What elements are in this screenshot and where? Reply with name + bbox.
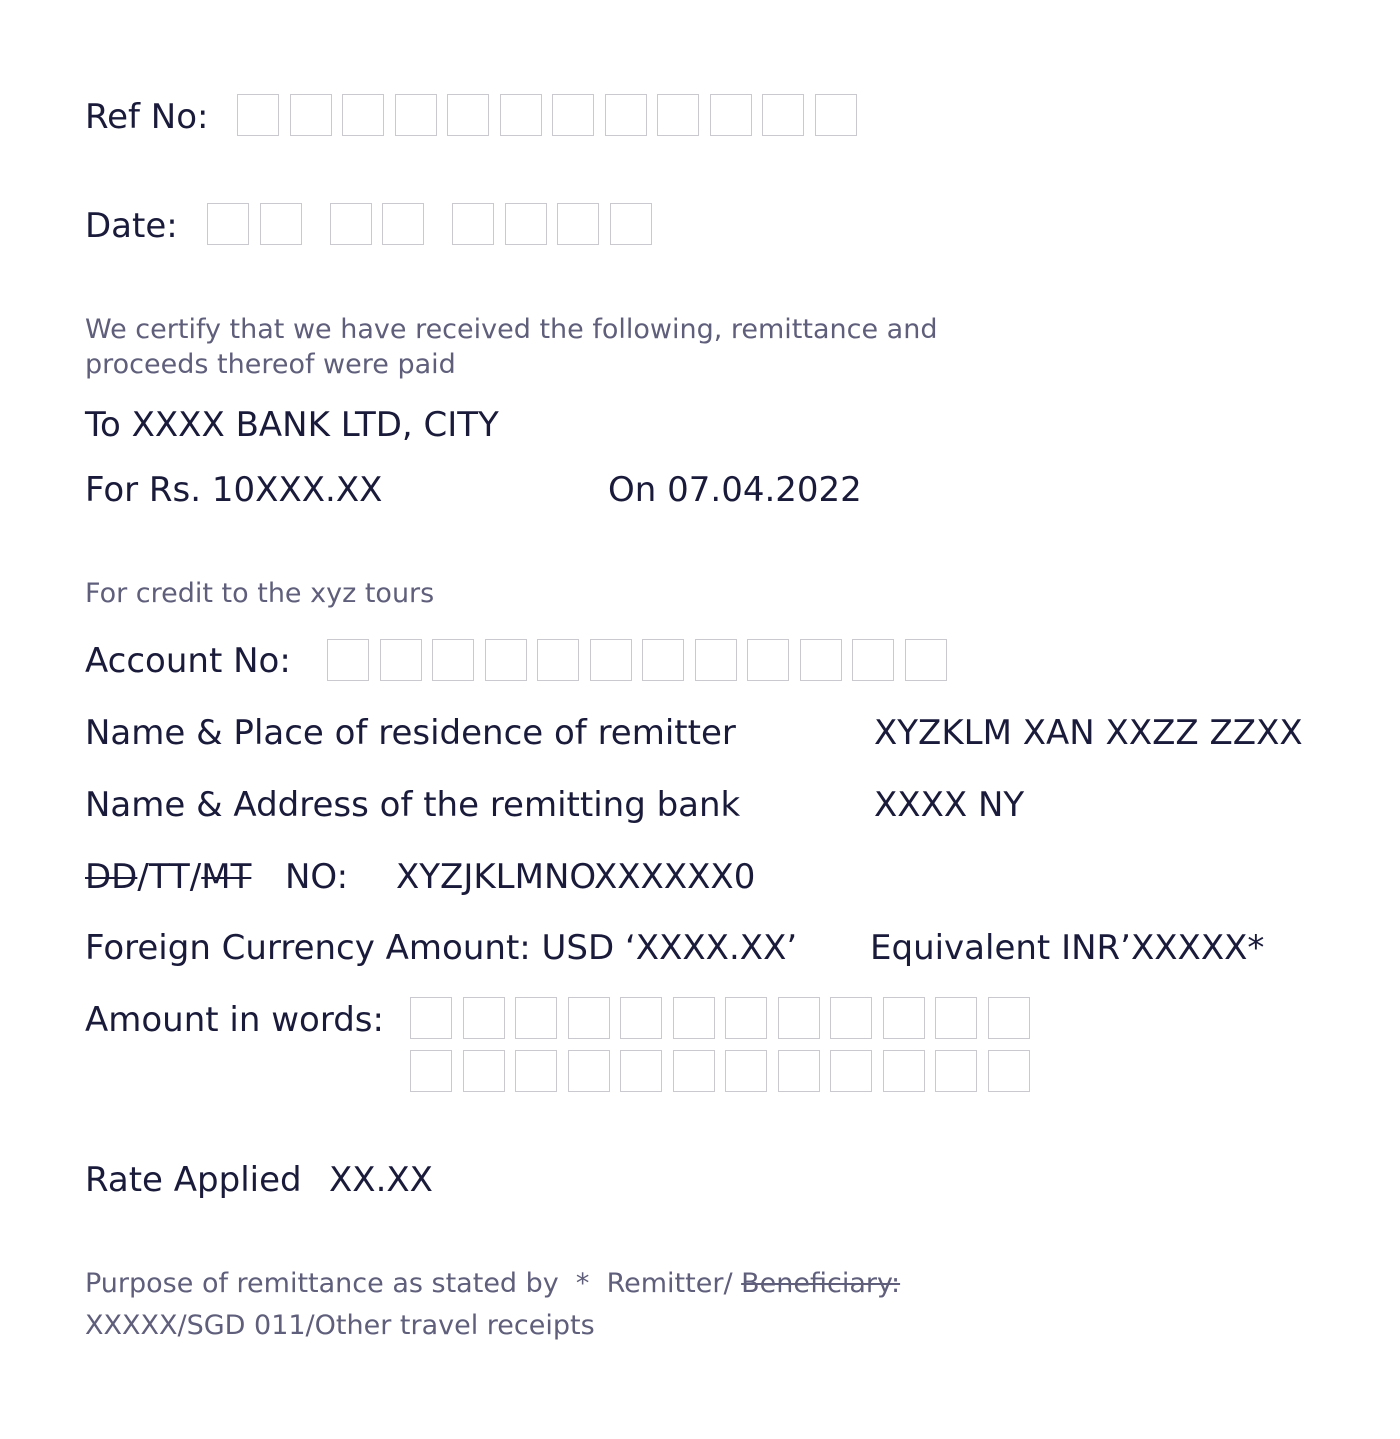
amount-in-words-box[interactable]	[568, 997, 610, 1039]
amount-in-words-box[interactable]	[830, 1050, 872, 1092]
account-no-boxes[interactable]	[327, 639, 947, 681]
amount-in-words-box[interactable]	[463, 997, 505, 1039]
equivalent-inr: Equivalent INR’XXXXX*	[870, 928, 1265, 968]
ref-no-box[interactable]	[500, 94, 542, 136]
account-no-box[interactable]	[747, 639, 789, 681]
amount-in-words-box[interactable]	[935, 1050, 977, 1092]
date-box[interactable]	[610, 203, 652, 245]
instrument-no-value: XYZJKLMNOXXXXXX0	[396, 857, 756, 897]
amount-in-words-box[interactable]	[830, 997, 872, 1039]
remitter-label: Name & Place of residence of remitter	[85, 713, 736, 753]
ref-no-label: Ref No:	[85, 97, 209, 137]
account-no-box[interactable]	[327, 639, 369, 681]
purpose-prefix: Purpose of remittance as stated by * Remitter/	[85, 1268, 742, 1299]
account-no-box[interactable]	[642, 639, 684, 681]
ref-no-box[interactable]	[815, 94, 857, 136]
account-no-box[interactable]	[537, 639, 579, 681]
amount-in-words-box[interactable]	[725, 1050, 767, 1092]
instrument-type	[85, 857, 251, 897]
amount-in-words-box[interactable]	[673, 997, 715, 1039]
amount-in-words-boxes-row1[interactable]	[410, 997, 1030, 1039]
purpose-line1	[85, 1266, 900, 1301]
ref-no-box[interactable]	[290, 94, 332, 136]
ref-no-box[interactable]	[762, 94, 804, 136]
account-no-box[interactable]	[800, 639, 842, 681]
amount-in-words-box[interactable]	[883, 1050, 925, 1092]
purpose-line2: XXXXX/SGD 011/Other travel receipts	[85, 1310, 595, 1341]
date-label: Date:	[85, 206, 178, 246]
ref-no-box[interactable]	[395, 94, 437, 136]
certify-text-line1: We certify that we have received the following, remittance and	[85, 314, 938, 345]
certify-text-line2: proceeds thereof were paid	[85, 349, 456, 380]
rate-applied-value: XX.XX	[329, 1160, 433, 1200]
date-box[interactable]	[505, 203, 547, 245]
remitting-bank-label: Name & Address of the remitting bank	[85, 785, 741, 825]
ref-no-boxes[interactable]	[237, 94, 857, 136]
amount-in-words-box[interactable]	[883, 997, 925, 1039]
account-no-box[interactable]	[485, 639, 527, 681]
amount-date: On 07.04.2022	[608, 470, 862, 510]
date-group-gap	[424, 203, 452, 245]
account-no-box[interactable]	[432, 639, 474, 681]
amount-in-words-box[interactable]	[935, 997, 977, 1039]
date-boxes[interactable]	[207, 203, 652, 245]
account-no-box[interactable]	[590, 639, 632, 681]
account-no-box[interactable]	[380, 639, 422, 681]
ref-no-box[interactable]	[605, 94, 647, 136]
date-box[interactable]	[557, 203, 599, 245]
date-box[interactable]	[207, 203, 249, 245]
instrument-no-label: NO:	[285, 857, 349, 897]
amount-in-words-box[interactable]	[988, 997, 1030, 1039]
amount-in-words-box[interactable]	[778, 1050, 820, 1092]
amount-in-words-box[interactable]	[778, 997, 820, 1039]
account-no-box[interactable]	[905, 639, 947, 681]
amount-rs: For Rs. 10XXX.XX	[85, 470, 383, 510]
date-group-gap	[302, 203, 330, 245]
amount-in-words-box[interactable]	[568, 1050, 610, 1092]
amount-in-words-box[interactable]	[620, 997, 662, 1039]
credit-line: For credit to the xyz tours	[85, 578, 435, 609]
rate-applied-label: Rate Applied	[85, 1160, 302, 1200]
amount-in-words-box[interactable]	[515, 997, 557, 1039]
account-no-box[interactable]	[695, 639, 737, 681]
amount-in-words-label: Amount in words:	[85, 1000, 384, 1040]
date-box[interactable]	[382, 203, 424, 245]
ref-no-box[interactable]	[342, 94, 384, 136]
account-no-box[interactable]	[852, 639, 894, 681]
amount-in-words-box[interactable]	[515, 1050, 557, 1092]
amount-in-words-box[interactable]	[620, 1050, 662, 1092]
amount-in-words-box[interactable]	[410, 997, 452, 1039]
ref-no-box[interactable]	[447, 94, 489, 136]
purpose-beneficiary-struck: Beneficiary:	[741, 1268, 901, 1299]
foreign-currency-amount: Foreign Currency Amount: USD ‘XXXX.XX’	[85, 928, 798, 968]
amount-in-words-box[interactable]	[725, 997, 767, 1039]
date-box[interactable]	[452, 203, 494, 245]
date-box[interactable]	[260, 203, 302, 245]
date-box[interactable]	[330, 203, 372, 245]
account-no-label: Account No:	[85, 641, 291, 681]
amount-in-words-box[interactable]	[410, 1050, 452, 1092]
remitting-bank-value: XXXX NY	[874, 785, 1025, 825]
amount-in-words-boxes-row2[interactable]	[410, 1050, 1030, 1092]
ref-no-box[interactable]	[657, 94, 699, 136]
ref-no-box[interactable]	[237, 94, 279, 136]
amount-in-words-box[interactable]	[988, 1050, 1030, 1092]
ref-no-box[interactable]	[710, 94, 752, 136]
instrument-mt-struck: MT	[201, 857, 252, 897]
remitter-value: XYZKLM XAN XXZZ ZZXX	[874, 713, 1303, 753]
amount-in-words-box[interactable]	[673, 1050, 715, 1092]
instrument-separator: /TT/	[137, 857, 202, 897]
instrument-dd-struck: DD	[85, 857, 138, 897]
ref-no-box[interactable]	[552, 94, 594, 136]
to-bank-line: To XXXX BANK LTD, CITY	[85, 405, 499, 445]
amount-in-words-box[interactable]	[463, 1050, 505, 1092]
